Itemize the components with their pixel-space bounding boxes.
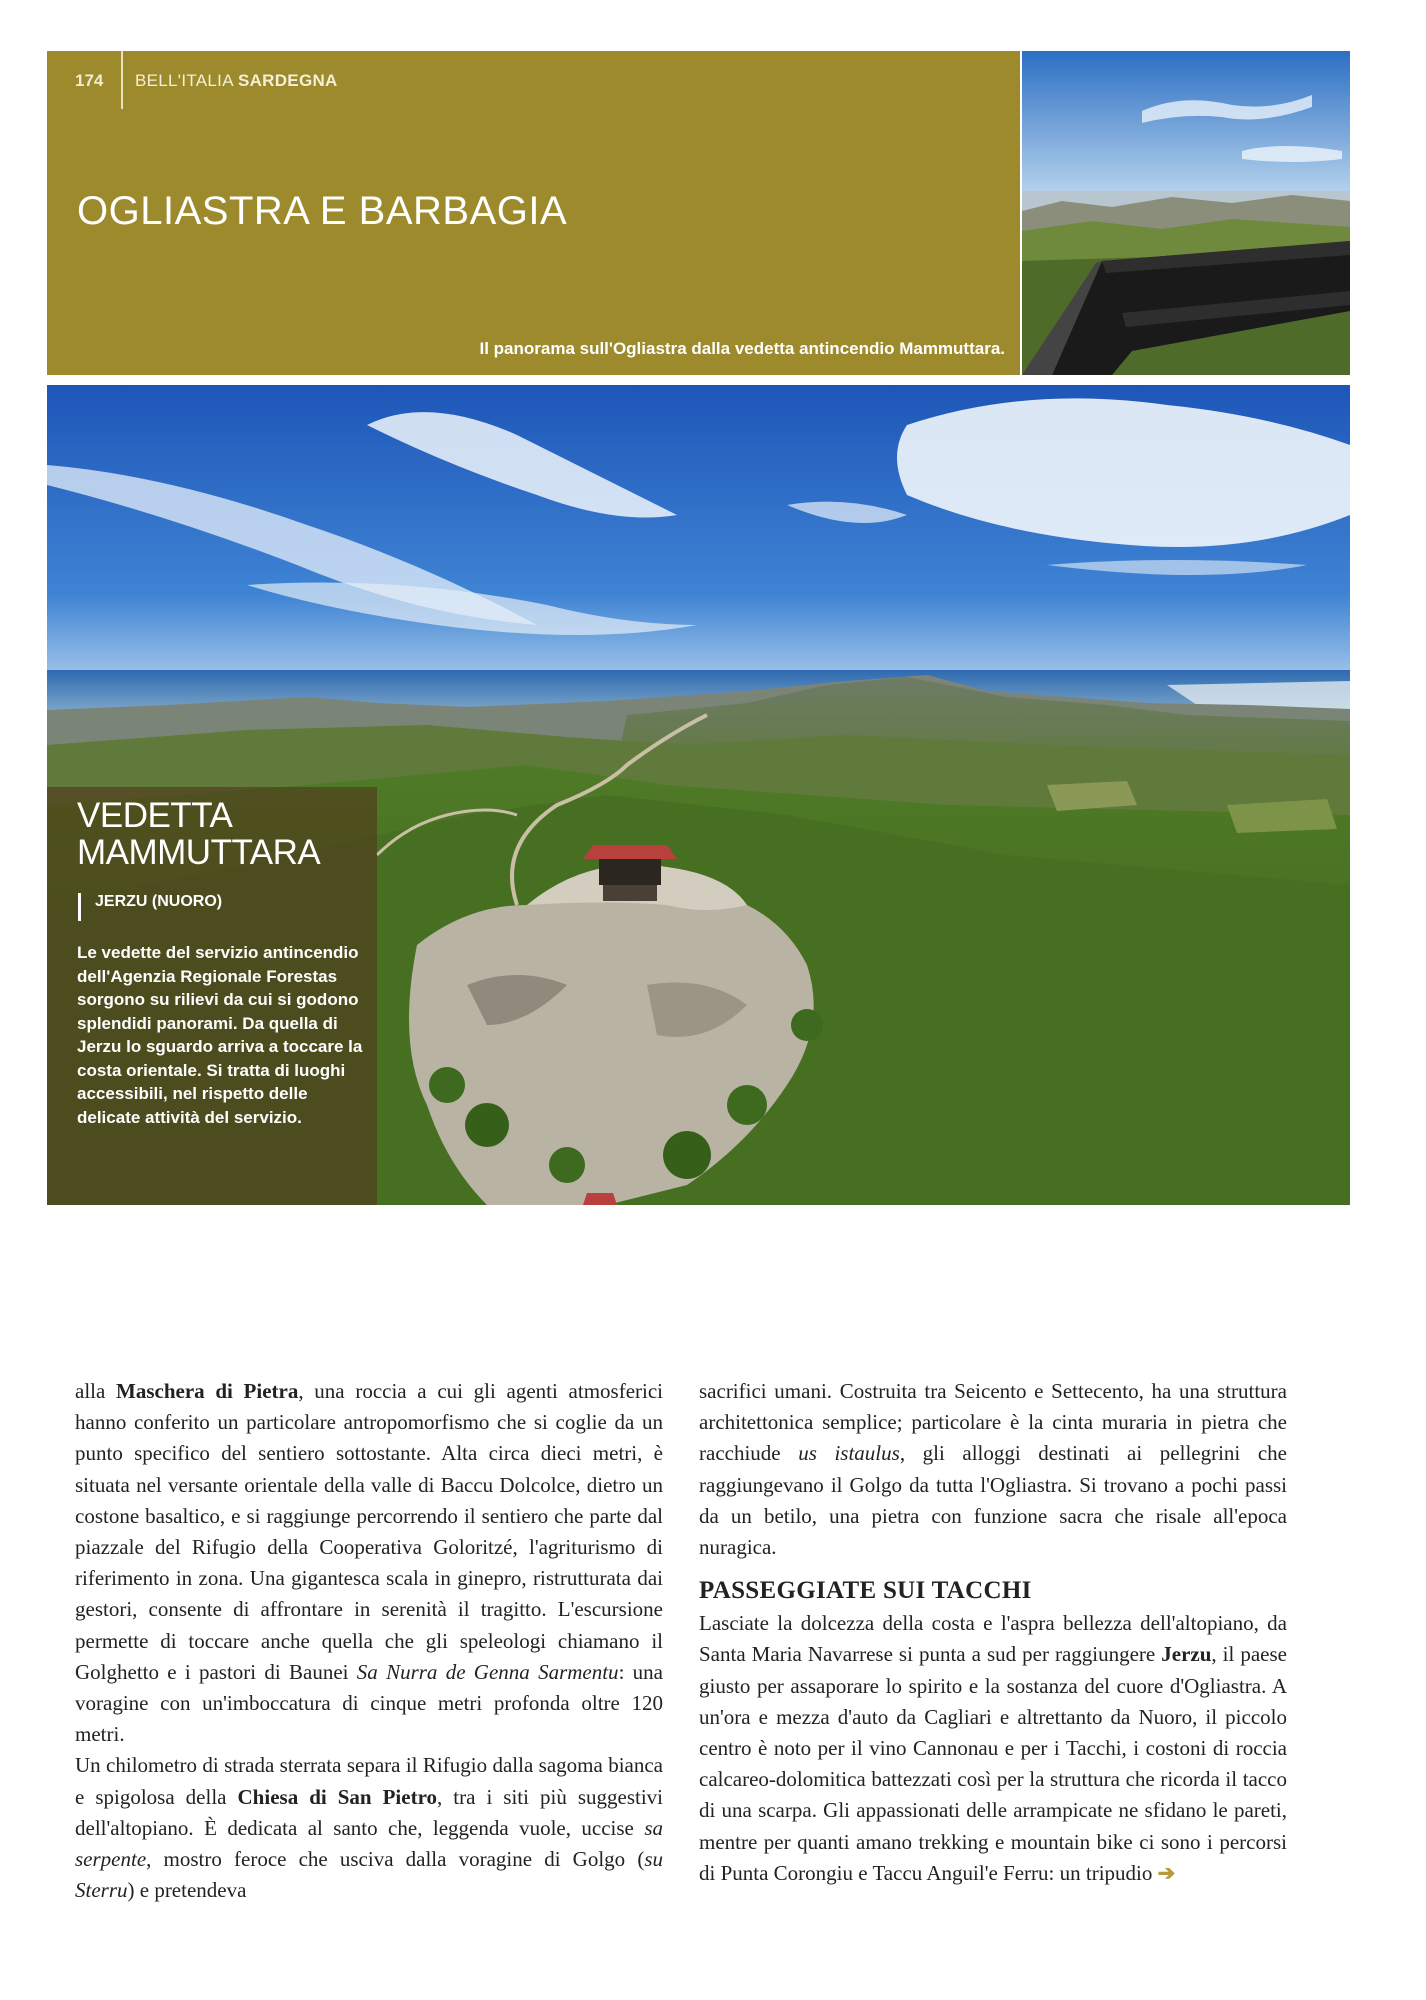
continue-arrow-icon: ➔ [1157,1860,1176,1885]
paragraph [699,1376,1287,1563]
text-run: Un chilometro di strada sterrata separa il Rifugio dalla sagoma bianca e spigolosa della [75,1753,663,1809]
subheading: PASSEGGIATE SUI TACCHI [699,1577,1032,1605]
region-name: SARDEGNA [237,71,338,90]
article-left-column [75,1376,663,1906]
paragraph [699,1608,1287,1889]
text-run: , una roccia a cui gli agenti atmosferici hanno conferito un particolare antropomorfismo che si coglie da un punto specifico del sentiero sottostante. Alta circa dieci metri, è situata nel versante orientale della valle di Baccu Dolcolce, dietro un costone basaltico, e si raggiunge percorrendo il sentiero che parte dal piazzale del Rifugio della Cooperativa Goloritzé, l'agriturismo di riferimento in zona. Una gigantesca scala in ginepro, ristrutturata dai gestori, consente di affrontare in serenità il tragitto. L'escursione permette di toccare anche quella che gli speleologi chiamano il Golghetto e i pastori di Baunei [75,1379,664,1684]
magazine-line [135,71,338,91]
bold-term: Maschera di Pietra [116,1379,299,1403]
article-right-column [699,1376,1287,1889]
overlay-title [77,797,377,871]
main-photo [47,385,1350,1205]
paragraph [75,1750,663,1906]
overlay-title-line: MAMMUTTARA [77,833,321,872]
italic-term: Sa Nurra de Genna Sarmentu [356,1659,619,1684]
text-run: , gli alloggi destinati ai pellegrini che raggiungevano il Golgo da tutta l'Ogliastra. Si trovano a pochi passi da un betilo, una pietra con funzione sacra che risale all'epoca nuragica. [699,1441,1287,1560]
text-run: , il paese giusto per assaporare lo spirito e la sostanza del cuore d'Ogliastra. A un'ora e mezza d'auto da Cagliari e altrettanto da Nuoro, il piccolo centro è noto per il vino Cannonau e per i Tacchi, i costoni di roccia calcareo-dolomitica battezzati così per la struttura che ricorda il tacco di una scarpa. Gli appassionati delle arrampicate ne sfidano le pareti, mentre per quanti amano trekking e mountain bike ci sono i percorsi di Punta Corongiu e Taccu Anguil'e Ferru: un tripudio [699,1642,1287,1885]
top-photo-image [1022,51,1350,375]
header-band [47,51,1020,375]
bold-term: Chiesa di San Pietro [237,1784,438,1809]
text-run: alla [75,1379,117,1403]
header-divider [121,51,123,109]
page-number: 174 [75,71,104,90]
italic-term: sa serpente [75,1815,663,1872]
paragraph [75,1376,663,1750]
italic-term: us istaulus [798,1441,900,1466]
text-run: : una voragine con un'imboccatura di cinque metri profonda oltre 120 metri. [75,1659,663,1747]
paragraph-text [699,1611,1287,1885]
italic-term: su Sterru [75,1847,663,1903]
text-run: , tra i siti più suggestivi dell'altopiano. È dedicata al santo che, leggenda vuole, uccise [75,1784,664,1840]
top-photo-caption: Il panorama sull'Ogliastra dalla vedetta antincendio Mammuttara. [479,339,1005,358]
overlay-location-bar [78,893,81,921]
overlay-body-text: Le vedette del servizio antincendio dell'Agenzia Regionale Forestas sorgono su rilievi da cui si godono splendidi panorami. Da quella di Jerzu lo sguardo arriva a toccare la costa orientale. Si tratta di luoghi accessibili, nel rispetto delle delicate attività del servizio. [77,943,363,1127]
text-run: sacrifici umani. Costruita tra Seicento e Settecento, ha una struttura architettonica semplice; particolare è la cinta muraria in pietra che racchiude [699,1379,1287,1466]
overlay-title-line: VEDETTA [77,796,233,835]
bold-term: Jerzu [1161,1642,1212,1667]
text-run: , mostro feroce che usciva dalla voragine di Golgo ( [146,1847,645,1872]
overlay-location: JERZU (NUORO) [95,893,223,910]
text-run: ) e pretendeva [127,1878,247,1903]
section-title: OGLIASTRA E BARBAGIA [77,189,568,233]
top-photo [1022,51,1350,375]
magazine-name: BELL'ITALIA [135,71,233,90]
text-run: Lasciate la dolcezza della costa e l'aspra bellezza dell'altopiano, da Santa Maria Navarrese si punta a sud per raggiungere [699,1611,1287,1667]
